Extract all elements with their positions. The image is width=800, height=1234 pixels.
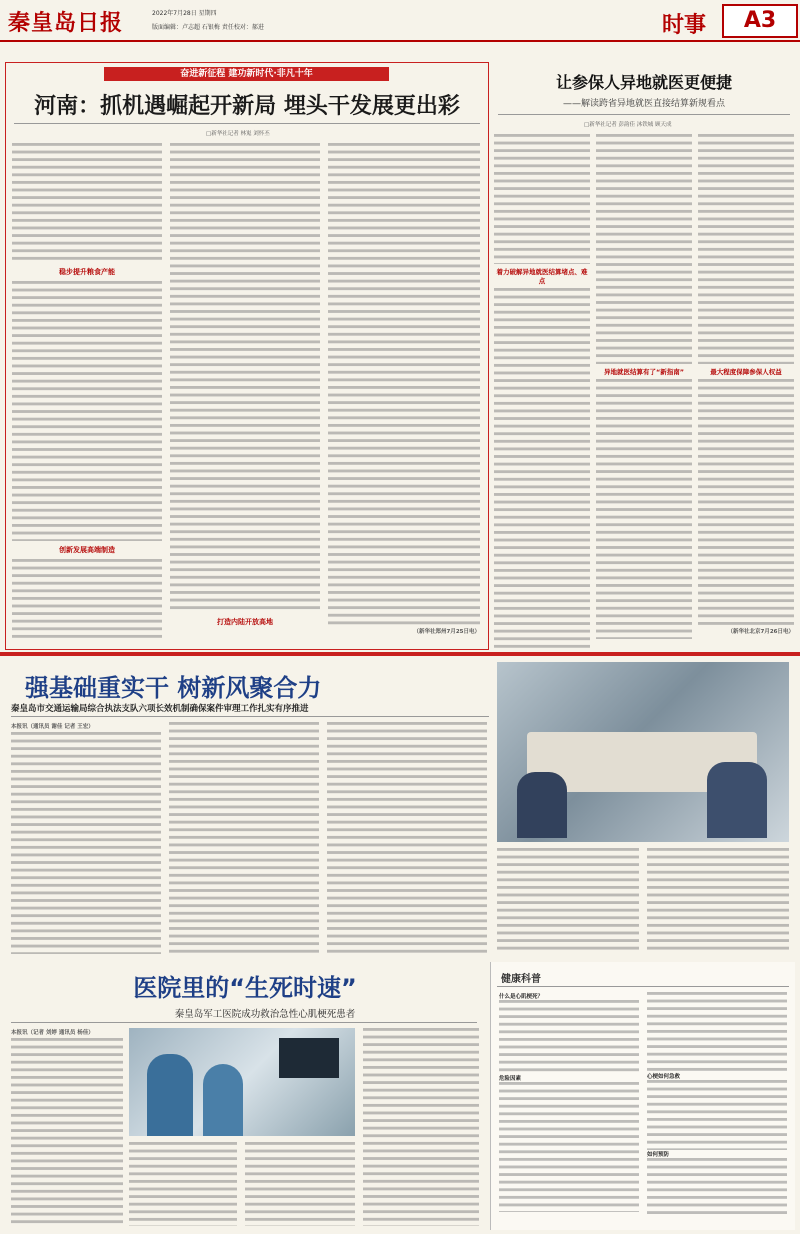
medical-column-2 xyxy=(596,134,692,646)
henan-divider xyxy=(14,123,480,124)
transport-column-5 xyxy=(647,848,789,954)
henan-text-block xyxy=(12,281,162,541)
hospital-article xyxy=(5,962,485,1230)
transport-column-1 xyxy=(11,732,161,954)
henan-column-1 xyxy=(12,143,162,641)
transport-byline: 本报讯（通讯员 谢佳 记者 王宏） xyxy=(11,724,94,730)
henan-subhead-3: 打造内陆开放高地 xyxy=(217,618,273,626)
doctor-figure xyxy=(147,1054,193,1136)
transport-column-2 xyxy=(169,722,319,954)
section-name: 时事 xyxy=(662,13,707,38)
hospital-column-1 xyxy=(11,1038,123,1226)
medical-text-block xyxy=(698,379,794,627)
hospital-headline: 医院里的“生死时速” xyxy=(133,974,357,1002)
medical-column-3 xyxy=(698,134,794,646)
henan-text-block xyxy=(170,143,320,613)
officer-figure xyxy=(517,772,567,838)
masthead xyxy=(0,0,800,42)
henan-text-block xyxy=(12,559,162,639)
officer-figure xyxy=(707,762,767,838)
medical-source: （新华社北京7月26日电） xyxy=(727,629,794,635)
medical-text-block xyxy=(596,379,692,639)
henan-source: （新华社郑州7月25日电） xyxy=(413,629,480,635)
health-q4: 如何预防 xyxy=(647,1152,670,1158)
health-text-block xyxy=(647,1080,787,1150)
medical-text-block xyxy=(494,134,590,264)
editors-line: 版面编辑：卢志超 石银梅 责任校对：郝进 xyxy=(152,24,264,31)
issue-date: 2022年7月28日 星期四 xyxy=(152,10,217,17)
medical-text-block xyxy=(596,134,692,364)
henan-subhead-2: 创新发展高端制造 xyxy=(59,546,115,554)
medical-text-block xyxy=(494,288,590,648)
medical-divider xyxy=(498,114,790,115)
medical-text-block xyxy=(698,134,794,364)
transport-column-3 xyxy=(327,722,487,954)
medical-subtitle: ——解读跨省异地就医直接结算新规看点 xyxy=(562,99,725,109)
henan-headline: 河南：抓机遇崛起开新局 埋头干发展更出彩 xyxy=(34,94,460,119)
medical-column-1 xyxy=(494,134,590,646)
meeting-photo xyxy=(497,662,789,842)
henan-column-2 xyxy=(170,143,320,641)
doctor-figure xyxy=(203,1064,243,1136)
transport-column-4 xyxy=(497,848,639,954)
hospital-column-3 xyxy=(245,1142,355,1226)
health-right-column xyxy=(647,992,787,1224)
page-number: A3 xyxy=(722,4,798,38)
medical-subhead-3: 最大程度保障参保人权益 xyxy=(710,368,782,376)
health-column-title: 健康科普 xyxy=(501,974,541,985)
health-q3: 心梗如何急救 xyxy=(647,1074,681,1080)
medical-article xyxy=(494,62,794,648)
henan-text-block xyxy=(12,143,162,263)
henan-kicker: 奋进新征程 建功新时代·非凡十年 xyxy=(104,67,389,81)
monitor-screen xyxy=(279,1038,339,1078)
medical-subhead-1: 着力破解异地就医结算堵点、难点 xyxy=(496,268,588,285)
surgery-photo xyxy=(129,1028,355,1136)
henan-text-block xyxy=(328,143,480,627)
health-text-block xyxy=(647,1158,787,1218)
henan-byline: □新华社记者 林嵬 刘怀丕 xyxy=(206,131,270,137)
transport-headline: 强基础重实干 树新风聚合力 xyxy=(25,674,322,702)
hospital-byline: 本报讯（记者 刘婷 通讯员 杨佳） xyxy=(11,1030,94,1036)
health-text-block xyxy=(647,992,787,1072)
medical-subhead-2: 异地就医结算有了“新指南” xyxy=(603,368,685,376)
hospital-column-4 xyxy=(363,1028,479,1226)
health-q1: 什么是心肌梗死？ xyxy=(499,994,544,1000)
health-sidebar xyxy=(490,962,795,1230)
transport-article xyxy=(5,660,795,960)
health-divider xyxy=(497,986,789,987)
hospital-column-2 xyxy=(129,1142,237,1226)
medical-headline: 让参保人异地就医更便捷 xyxy=(555,73,732,92)
medical-byline: □新华社记者 彭韵佳 沐铁城 顾天成 xyxy=(584,122,672,128)
section-rule xyxy=(0,652,800,656)
henan-subhead-1: 稳步提升粮食产能 xyxy=(59,268,115,276)
transport-subtitle: 秦皇岛市交通运输局综合执法支队六项长效机制确保案件审理工作扎实有序推进 xyxy=(11,704,309,714)
henan-column-3 xyxy=(328,143,480,641)
health-text-block xyxy=(499,1082,639,1212)
henan-article-frame xyxy=(5,62,489,650)
hospital-divider xyxy=(11,1022,477,1023)
newspaper-logo: 秦皇岛日报 xyxy=(8,10,124,36)
transport-divider xyxy=(11,716,489,717)
hospital-subtitle: 秦皇岛军工医院成功救治急性心肌梗死患者 xyxy=(174,1009,356,1020)
health-q2: 危险因素 xyxy=(499,1076,522,1082)
health-left-column xyxy=(499,992,639,1224)
health-text-block xyxy=(499,1000,639,1074)
